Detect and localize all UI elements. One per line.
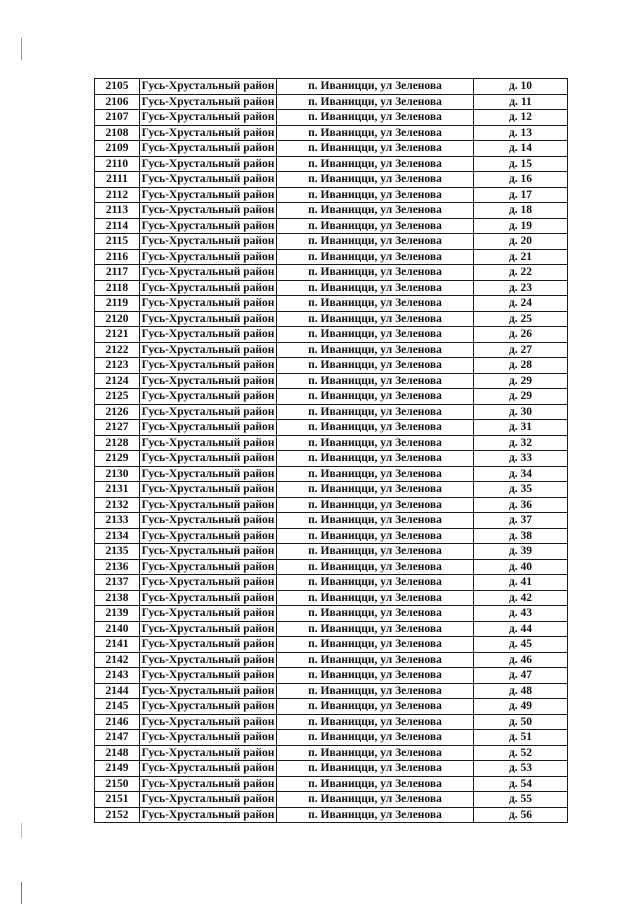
row-number-cell: 2123 xyxy=(95,358,140,374)
house-number-cell: д. 47 xyxy=(474,668,568,684)
street-address-cell: п. Иваницци, ул Зеленова xyxy=(277,807,474,823)
district-cell: Гусь-Хрустальный район xyxy=(140,559,277,575)
row-number-cell: 2148 xyxy=(95,745,140,761)
row-number-cell: 2151 xyxy=(95,792,140,808)
district-cell: Гусь-Хрустальный район xyxy=(140,327,277,343)
street-address-cell: п. Иваницци, ул Зеленова xyxy=(277,637,474,653)
table-row xyxy=(95,575,568,591)
row-number-cell: 2135 xyxy=(95,544,140,560)
district-cell: Гусь-Хрустальный район xyxy=(140,761,277,777)
table-row xyxy=(95,265,568,281)
row-number-cell: 2117 xyxy=(95,265,140,281)
row-number-cell: 2139 xyxy=(95,606,140,622)
table-row xyxy=(95,776,568,792)
table-row xyxy=(95,358,568,374)
row-number-cell: 2146 xyxy=(95,714,140,730)
row-number-cell: 2149 xyxy=(95,761,140,777)
street-address-cell: п. Иваницци, ул Зеленова xyxy=(277,575,474,591)
district-cell: Гусь-Хрустальный район xyxy=(140,404,277,420)
street-address-cell: п. Иваницци, ул Зеленова xyxy=(277,234,474,250)
row-number-cell: 2124 xyxy=(95,373,140,389)
street-address-cell: п. Иваницци, ул Зеленова xyxy=(277,358,474,374)
district-cell: Гусь-Хрустальный район xyxy=(140,466,277,482)
table-row xyxy=(95,203,568,219)
street-address-cell: п. Иваницци, ул Зеленова xyxy=(277,776,474,792)
house-number-cell: д. 28 xyxy=(474,358,568,374)
address-registry-body xyxy=(95,79,568,823)
house-number-cell: д. 14 xyxy=(474,141,568,157)
district-cell: Гусь-Хрустальный район xyxy=(140,606,277,622)
district-cell: Гусь-Хрустальный район xyxy=(140,513,277,529)
street-address-cell: п. Иваницци, ул Зеленова xyxy=(277,420,474,436)
street-address-cell: п. Иваницци, ул Зеленова xyxy=(277,482,474,498)
street-address-cell: п. Иваницци, ул Зеленова xyxy=(277,265,474,281)
row-number-cell: 2110 xyxy=(95,156,140,172)
district-cell: Гусь-Хрустальный район xyxy=(140,451,277,467)
table-row xyxy=(95,621,568,637)
district-cell: Гусь-Хрустальный район xyxy=(140,79,277,95)
house-number-cell: д. 24 xyxy=(474,296,568,312)
scan-artifact-line xyxy=(21,882,22,904)
row-number-cell: 2112 xyxy=(95,187,140,203)
street-address-cell: п. Иваницци, ул Зеленова xyxy=(277,792,474,808)
row-number-cell: 2119 xyxy=(95,296,140,312)
street-address-cell: п. Иваницци, ул Зеленова xyxy=(277,668,474,684)
street-address-cell: п. Иваницци, ул Зеленова xyxy=(277,311,474,327)
district-cell: Гусь-Хрустальный район xyxy=(140,125,277,141)
table-row xyxy=(95,435,568,451)
house-number-cell: д. 56 xyxy=(474,807,568,823)
row-number-cell: 2143 xyxy=(95,668,140,684)
street-address-cell: п. Иваницци, ул Зеленова xyxy=(277,373,474,389)
district-cell: Гусь-Хрустальный район xyxy=(140,683,277,699)
district-cell: Гусь-Хрустальный район xyxy=(140,358,277,374)
table-row xyxy=(95,311,568,327)
address-registry-table xyxy=(94,78,568,823)
table-row xyxy=(95,94,568,110)
street-address-cell: п. Иваницци, ул Зеленова xyxy=(277,296,474,312)
table-row xyxy=(95,590,568,606)
district-cell: Гусь-Хрустальный район xyxy=(140,621,277,637)
house-number-cell: д. 52 xyxy=(474,745,568,761)
row-number-cell: 2118 xyxy=(95,280,140,296)
house-number-cell: д. 29 xyxy=(474,389,568,405)
street-address-cell: п. Иваницци, ул Зеленова xyxy=(277,528,474,544)
street-address-cell: п. Иваницци, ул Зеленова xyxy=(277,141,474,157)
table-row xyxy=(95,544,568,560)
row-number-cell: 2150 xyxy=(95,776,140,792)
table-row xyxy=(95,172,568,188)
district-cell: Гусь-Хрустальный район xyxy=(140,714,277,730)
row-number-cell: 2126 xyxy=(95,404,140,420)
table-row xyxy=(95,745,568,761)
table-row xyxy=(95,389,568,405)
row-number-cell: 2122 xyxy=(95,342,140,358)
street-address-cell: п. Иваницци, ул Зеленова xyxy=(277,559,474,575)
row-number-cell: 2145 xyxy=(95,699,140,715)
district-cell: Гусь-Хрустальный район xyxy=(140,420,277,436)
house-number-cell: д. 20 xyxy=(474,234,568,250)
street-address-cell: п. Иваницци, ул Зеленова xyxy=(277,79,474,95)
district-cell: Гусь-Хрустальный район xyxy=(140,280,277,296)
table-row xyxy=(95,497,568,513)
street-address-cell: п. Иваницци, ул Зеленова xyxy=(277,497,474,513)
house-number-cell: д. 17 xyxy=(474,187,568,203)
street-address-cell: п. Иваницци, ул Зеленова xyxy=(277,218,474,234)
district-cell: Гусь-Хрустальный район xyxy=(140,528,277,544)
row-number-cell: 2127 xyxy=(95,420,140,436)
street-address-cell: п. Иваницци, ул Зеленова xyxy=(277,466,474,482)
house-number-cell: д. 23 xyxy=(474,280,568,296)
street-address-cell: п. Иваницци, ул Зеленова xyxy=(277,730,474,746)
house-number-cell: д. 19 xyxy=(474,218,568,234)
row-number-cell: 2125 xyxy=(95,389,140,405)
table-row xyxy=(95,280,568,296)
street-address-cell: п. Иваницци, ул Зеленова xyxy=(277,606,474,622)
table-row xyxy=(95,652,568,668)
street-address-cell: п. Иваницци, ул Зеленова xyxy=(277,156,474,172)
table-row xyxy=(95,683,568,699)
table-row xyxy=(95,807,568,823)
street-address-cell: п. Иваницци, ул Зеленова xyxy=(277,327,474,343)
district-cell: Гусь-Хрустальный район xyxy=(140,792,277,808)
house-number-cell: д. 50 xyxy=(474,714,568,730)
street-address-cell: п. Иваницци, ул Зеленова xyxy=(277,280,474,296)
table-row xyxy=(95,249,568,265)
row-number-cell: 2147 xyxy=(95,730,140,746)
district-cell: Гусь-Хрустальный район xyxy=(140,296,277,312)
street-address-cell: п. Иваницци, ул Зеленова xyxy=(277,544,474,560)
table-row xyxy=(95,234,568,250)
row-number-cell: 2131 xyxy=(95,482,140,498)
street-address-cell: п. Иваницци, ул Зеленова xyxy=(277,435,474,451)
row-number-cell: 2113 xyxy=(95,203,140,219)
row-number-cell: 2133 xyxy=(95,513,140,529)
row-number-cell: 2108 xyxy=(95,125,140,141)
house-number-cell: д. 35 xyxy=(474,482,568,498)
district-cell: Гусь-Хрустальный район xyxy=(140,156,277,172)
row-number-cell: 2114 xyxy=(95,218,140,234)
street-address-cell: п. Иваницци, ул Зеленова xyxy=(277,187,474,203)
house-number-cell: д. 42 xyxy=(474,590,568,606)
house-number-cell: д. 38 xyxy=(474,528,568,544)
house-number-cell: д. 44 xyxy=(474,621,568,637)
row-number-cell: 2107 xyxy=(95,110,140,126)
table-row xyxy=(95,606,568,622)
house-number-cell: д. 43 xyxy=(474,606,568,622)
house-number-cell: д. 31 xyxy=(474,420,568,436)
row-number-cell: 2120 xyxy=(95,311,140,327)
row-number-cell: 2142 xyxy=(95,652,140,668)
row-number-cell: 2130 xyxy=(95,466,140,482)
house-number-cell: д. 18 xyxy=(474,203,568,219)
district-cell: Гусь-Хрустальный район xyxy=(140,668,277,684)
street-address-cell: п. Иваницци, ул Зеленова xyxy=(277,203,474,219)
district-cell: Гусь-Хрустальный район xyxy=(140,776,277,792)
street-address-cell: п. Иваницци, ул Зеленова xyxy=(277,342,474,358)
district-cell: Гусь-Хрустальный район xyxy=(140,110,277,126)
scan-artifact-line xyxy=(21,823,22,838)
house-number-cell: д. 26 xyxy=(474,327,568,343)
house-number-cell: д. 25 xyxy=(474,311,568,327)
row-number-cell: 2121 xyxy=(95,327,140,343)
table-row xyxy=(95,637,568,653)
row-number-cell: 2132 xyxy=(95,497,140,513)
table-row xyxy=(95,761,568,777)
table-row xyxy=(95,110,568,126)
row-number-cell: 2116 xyxy=(95,249,140,265)
street-address-cell: п. Иваницци, ул Зеленова xyxy=(277,621,474,637)
street-address-cell: п. Иваницци, ул Зеленова xyxy=(277,683,474,699)
district-cell: Гусь-Хрустальный район xyxy=(140,265,277,281)
district-cell: Гусь-Хрустальный район xyxy=(140,187,277,203)
row-number-cell: 2128 xyxy=(95,435,140,451)
street-address-cell: п. Иваницци, ул Зеленова xyxy=(277,404,474,420)
district-cell: Гусь-Хрустальный район xyxy=(140,699,277,715)
house-number-cell: д. 48 xyxy=(474,683,568,699)
table-row xyxy=(95,327,568,343)
table-row xyxy=(95,420,568,436)
row-number-cell: 2129 xyxy=(95,451,140,467)
district-cell: Гусь-Хрустальный район xyxy=(140,435,277,451)
street-address-cell: п. Иваницци, ул Зеленова xyxy=(277,652,474,668)
district-cell: Гусь-Хрустальный район xyxy=(140,575,277,591)
row-number-cell: 2109 xyxy=(95,141,140,157)
house-number-cell: д. 21 xyxy=(474,249,568,265)
district-cell: Гусь-Хрустальный район xyxy=(140,652,277,668)
table-row xyxy=(95,404,568,420)
row-number-cell: 2137 xyxy=(95,575,140,591)
district-cell: Гусь-Хрустальный район xyxy=(140,590,277,606)
table-row xyxy=(95,451,568,467)
district-cell: Гусь-Хрустальный район xyxy=(140,730,277,746)
street-address-cell: п. Иваницци, ул Зеленова xyxy=(277,110,474,126)
table-row xyxy=(95,373,568,389)
street-address-cell: п. Иваницци, ул Зеленова xyxy=(277,513,474,529)
district-cell: Гусь-Хрустальный район xyxy=(140,234,277,250)
district-cell: Гусь-Хрустальный район xyxy=(140,249,277,265)
district-cell: Гусь-Хрустальный район xyxy=(140,389,277,405)
house-number-cell: д. 46 xyxy=(474,652,568,668)
district-cell: Гусь-Хрустальный район xyxy=(140,807,277,823)
street-address-cell: п. Иваницци, ул Зеленова xyxy=(277,590,474,606)
street-address-cell: п. Иваницци, ул Зеленова xyxy=(277,249,474,265)
house-number-cell: д. 51 xyxy=(474,730,568,746)
house-number-cell: д. 41 xyxy=(474,575,568,591)
table-row xyxy=(95,466,568,482)
table-row xyxy=(95,79,568,95)
house-number-cell: д. 16 xyxy=(474,172,568,188)
table-row xyxy=(95,513,568,529)
district-cell: Гусь-Хрустальный район xyxy=(140,203,277,219)
table-row xyxy=(95,342,568,358)
street-address-cell: п. Иваницци, ул Зеленова xyxy=(277,94,474,110)
house-number-cell: д. 11 xyxy=(474,94,568,110)
house-number-cell: д. 10 xyxy=(474,79,568,95)
house-number-cell: д. 30 xyxy=(474,404,568,420)
district-cell: Гусь-Хрустальный район xyxy=(140,141,277,157)
house-number-cell: д. 22 xyxy=(474,265,568,281)
row-number-cell: 2105 xyxy=(95,79,140,95)
house-number-cell: д. 12 xyxy=(474,110,568,126)
table-row xyxy=(95,218,568,234)
table-row xyxy=(95,141,568,157)
house-number-cell: д. 36 xyxy=(474,497,568,513)
table-row xyxy=(95,792,568,808)
house-number-cell: д. 32 xyxy=(474,435,568,451)
scan-artifact-line xyxy=(21,38,22,60)
house-number-cell: д. 34 xyxy=(474,466,568,482)
table-row xyxy=(95,528,568,544)
street-address-cell: п. Иваницци, ул Зеленова xyxy=(277,172,474,188)
house-number-cell: д. 13 xyxy=(474,125,568,141)
district-cell: Гусь-Хрустальный район xyxy=(140,544,277,560)
house-number-cell: д. 37 xyxy=(474,513,568,529)
table-row xyxy=(95,730,568,746)
house-number-cell: д. 49 xyxy=(474,699,568,715)
district-cell: Гусь-Хрустальный район xyxy=(140,94,277,110)
house-number-cell: д. 40 xyxy=(474,559,568,575)
row-number-cell: 2138 xyxy=(95,590,140,606)
street-address-cell: п. Иваницци, ул Зеленова xyxy=(277,389,474,405)
district-cell: Гусь-Хрустальный район xyxy=(140,637,277,653)
table-row xyxy=(95,156,568,172)
district-cell: Гусь-Хрустальный район xyxy=(140,482,277,498)
row-number-cell: 2111 xyxy=(95,172,140,188)
table-row xyxy=(95,482,568,498)
district-cell: Гусь-Хрустальный район xyxy=(140,311,277,327)
house-number-cell: д. 45 xyxy=(474,637,568,653)
row-number-cell: 2115 xyxy=(95,234,140,250)
house-number-cell: д. 15 xyxy=(474,156,568,172)
house-number-cell: д. 55 xyxy=(474,792,568,808)
district-cell: Гусь-Хрустальный район xyxy=(140,745,277,761)
house-number-cell: д. 53 xyxy=(474,761,568,777)
house-number-cell: д. 54 xyxy=(474,776,568,792)
district-cell: Гусь-Хрустальный район xyxy=(140,172,277,188)
street-address-cell: п. Иваницци, ул Зеленова xyxy=(277,699,474,715)
house-number-cell: д. 29 xyxy=(474,373,568,389)
house-number-cell: д. 33 xyxy=(474,451,568,467)
district-cell: Гусь-Хрустальный район xyxy=(140,373,277,389)
table-row xyxy=(95,668,568,684)
table-row xyxy=(95,559,568,575)
row-number-cell: 2140 xyxy=(95,621,140,637)
row-number-cell: 2136 xyxy=(95,559,140,575)
house-number-cell: д. 39 xyxy=(474,544,568,560)
house-number-cell: д. 27 xyxy=(474,342,568,358)
street-address-cell: п. Иваницци, ул Зеленова xyxy=(277,125,474,141)
row-number-cell: 2144 xyxy=(95,683,140,699)
street-address-cell: п. Иваницци, ул Зеленова xyxy=(277,714,474,730)
district-cell: Гусь-Хрустальный район xyxy=(140,342,277,358)
table-row xyxy=(95,296,568,312)
table-row xyxy=(95,125,568,141)
street-address-cell: п. Иваницци, ул Зеленова xyxy=(277,761,474,777)
table-row xyxy=(95,714,568,730)
table-row xyxy=(95,187,568,203)
district-cell: Гусь-Хрустальный район xyxy=(140,218,277,234)
street-address-cell: п. Иваницци, ул Зеленова xyxy=(277,745,474,761)
street-address-cell: п. Иваницци, ул Зеленова xyxy=(277,451,474,467)
row-number-cell: 2141 xyxy=(95,637,140,653)
district-cell: Гусь-Хрустальный район xyxy=(140,497,277,513)
row-number-cell: 2152 xyxy=(95,807,140,823)
row-number-cell: 2106 xyxy=(95,94,140,110)
row-number-cell: 2134 xyxy=(95,528,140,544)
table-row xyxy=(95,699,568,715)
